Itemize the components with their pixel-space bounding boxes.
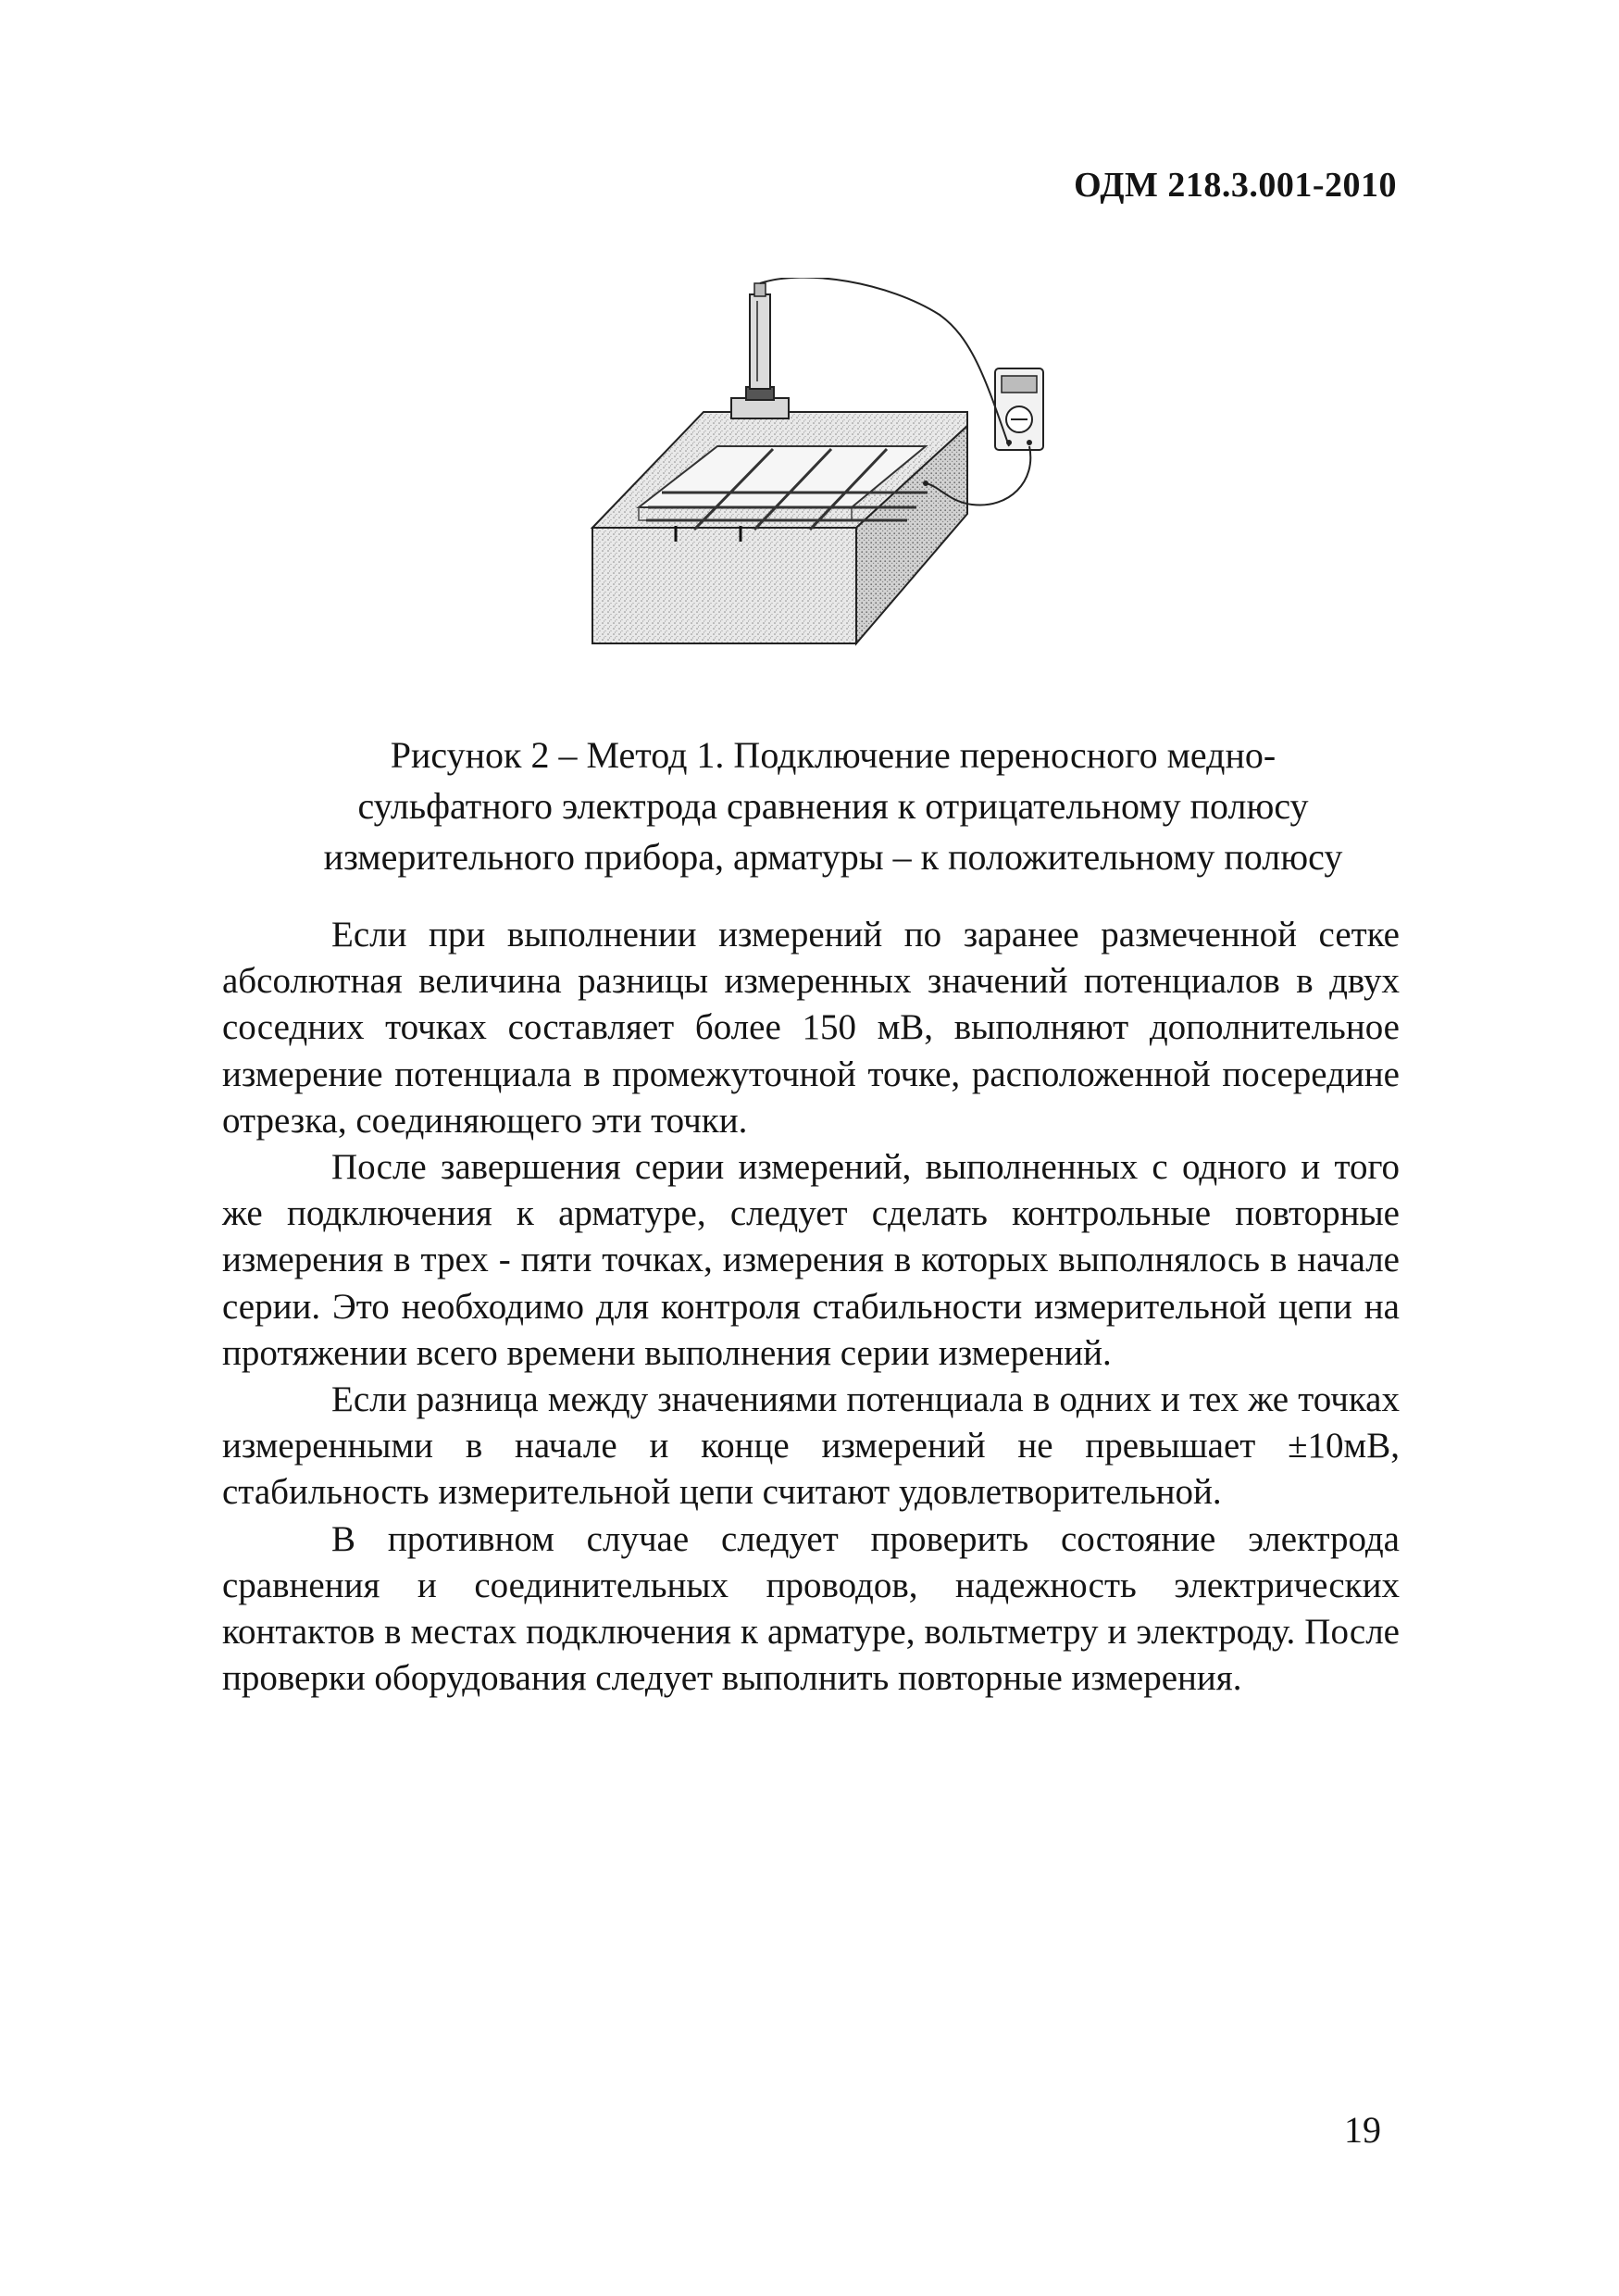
figure-illustration [574,278,1092,667]
paragraph: Если при выполнении измерений по заранее размеченной сетке абсолютная величина разницы измеренных значений потенциалов в двух соседних точках составляет более 150 мВ, выполняют дополнительное измерение потенциала в промежуточной точке, расположенной посередине отрезка, соединяющего эти точки. [222,915,1400,1141]
caption-line: сульфатного электрода сравнения к отрицательному полюсу [357,785,1309,827]
body-text [222,912,1400,1702]
paragraph: После завершения серии измерений, выполненных с одного и того же подключения к арматуре, следует сделать контрольные повторные измерения в трех - пяти точках, измерения в которых выполнялось в начале серии. Это необходимо для контроля стабильности измерительной цепи на протяжении всего времени выполнения серии измерений. [222,1147,1400,1373]
page-number: 19 [1344,2109,1381,2151]
voltmeter-icon [995,368,1043,450]
caption-line: измерительного прибора, арматуры – к положительному полюсу [323,836,1343,878]
paragraph: Если разница между значениями потенциала в одних и тех же точках измеренными в начале и конце измерений не превышает ±10мВ, стабильность измерительной цепи считают удовлетворительной. [222,1379,1400,1513]
figure-caption [278,730,1389,882]
document-code: ОДМ 218.3.001-2010 [1074,166,1397,205]
paragraph: В противном случае следует проверить состояние электрода сравнения и соединительных проводов, надежность электрических контактов в местах подключения к арматуре, вольтметру и электроду. После проверки оборудования следует выполнить повторные измерения. [222,1518,1400,1699]
caption-line: Рисунок 2 – Метод 1. Подключение переносного медно- [390,734,1277,776]
electrode-measurement-diagram [574,278,1092,667]
concrete-block [592,412,967,643]
reference-electrode [731,283,789,418]
